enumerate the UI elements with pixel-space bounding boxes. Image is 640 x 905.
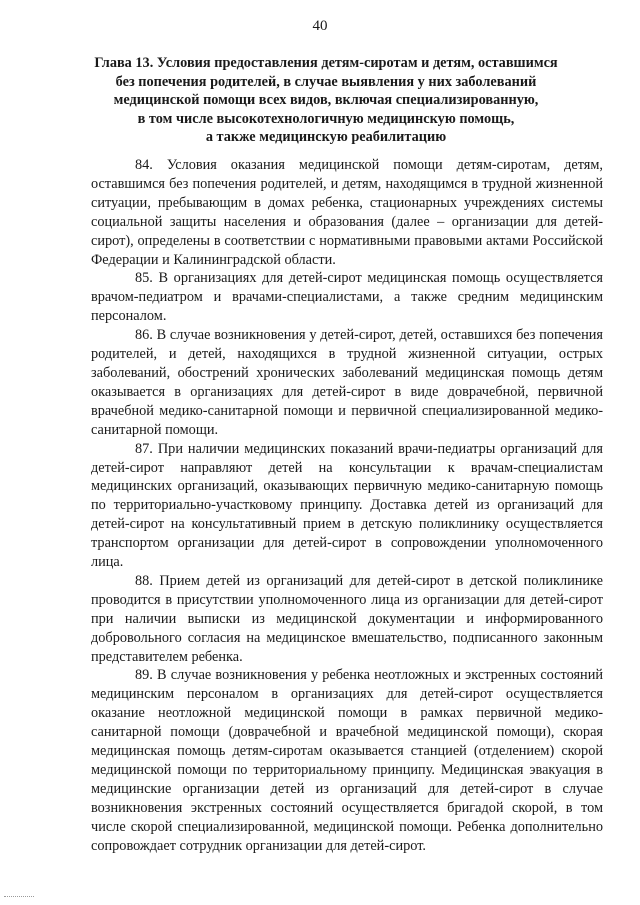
paragraph-text: В случае возникновения у детей-сирот, детей, оставшихся без попечения родителей, и детей, находящихся в трудной жизненной ситуации, острых заболеваний, обострений хронических заболеваний медицинская помощь детям оказывается в организациях для детей-сирот в виде доврачебной, первичной врачебной медико-санитарной помощи и первичной специализированной медико-санитарной помощи. bbox=[91, 327, 603, 438]
paragraph-number: 86. bbox=[135, 327, 153, 344]
paragraph-number: 88. bbox=[135, 572, 153, 589]
paragraph-number: 89. bbox=[135, 667, 153, 684]
paragraph-number: 84. bbox=[135, 157, 153, 173]
chapter-title-line: а также медицинскую реабилитацию bbox=[205, 129, 447, 146]
chapter-title-line: Глава 13. Условия предоставления детям-сиротам и детям, оставшимся bbox=[94, 55, 558, 71]
paragraph-text: Условия оказания медицинской помощи детям-сиротам, детям, оставшимся без попечения родителей, и детям, находящимся в трудной жизненной ситуации, пребывающим в домах ребенка, стационарных учреждениях системы социальной защиты населения и образования (далее – организации для детей-сирот), определены в соответствии с нормативными правовыми актами Российской Федерации и Калининградской области. bbox=[91, 157, 603, 268]
paragraph-text: В случае возникновения у ребенка неотложных и экстренных состояний медицинским персоналом в организациях для детей-сирот осуществляется оказание неотложной медицинской помощи в рамках первичной медико-санитарной помощи (доврачебной и врачебной медицинской помощи), скорая медицинская помощь детям-сиротам оказывается станцией (отделением) скорой медицинской помощи по территориальному принципу. Медицинская эвакуация в медицинские организации детей из организаций для детей-сирот в случае возникновения экстренных состояний осуществляется бригадой скорой, в том числе скорой специализированной, медицинской помощи. Ребенка дополнительно сопровождает сотрудник организации для детей-сирот. bbox=[91, 667, 603, 854]
chapter-title-line: без попечения родителей, в случае выявления у них заболеваний bbox=[115, 73, 537, 90]
paragraph-text: В организациях для детей-сирот медицинская помощь осуществляется врачом-педиатром и врачами-специалистами, а также средним медицинским персоналом. bbox=[91, 270, 604, 325]
paragraph-87 bbox=[91, 440, 603, 572]
chapter-title-line: медицинской помощи всех видов, включая специализированную, bbox=[113, 92, 539, 109]
chapter-title-line: в том числе высокотехнологичную медицинскую помощь, bbox=[137, 110, 515, 127]
paragraph-89 bbox=[91, 666, 603, 855]
document-body bbox=[91, 156, 603, 856]
paragraph-text: Прием детей из организаций для детей-сирот в детской поликлинике проводится в присутствии уполномоченного лица из организации для детей-сирот при наличии выписки из медицинской документации и информированного добровольного согласия на медицинское вмешательство, подписанного законным представителем ребенка. bbox=[91, 572, 603, 665]
scan-artifact bbox=[4, 896, 34, 899]
chapter-title bbox=[84, 54, 568, 147]
paragraph-number: 87. bbox=[135, 440, 153, 457]
paragraph-text: При наличии медицинских показаний врачи-педиатры организаций для детей-сирот направляют детей на консультации к врачам-специалистам медицинских организаций, оказывающих первичную медико-санитарную помощь по территориально-участковому принципу. Доставка детей из организаций для детей-сирот на консультативный прием в детскую поликлинику осуществляется транспортом организации для детей-сирот в сопровождении уполномоченного лица. bbox=[91, 440, 603, 571]
page-number: 40 bbox=[312, 18, 328, 34]
paragraph-86 bbox=[91, 326, 603, 439]
paragraph-84 bbox=[91, 156, 603, 269]
paragraph-85 bbox=[91, 269, 603, 326]
paragraph-number: 85. bbox=[135, 270, 153, 287]
paragraph-88 bbox=[91, 572, 603, 667]
